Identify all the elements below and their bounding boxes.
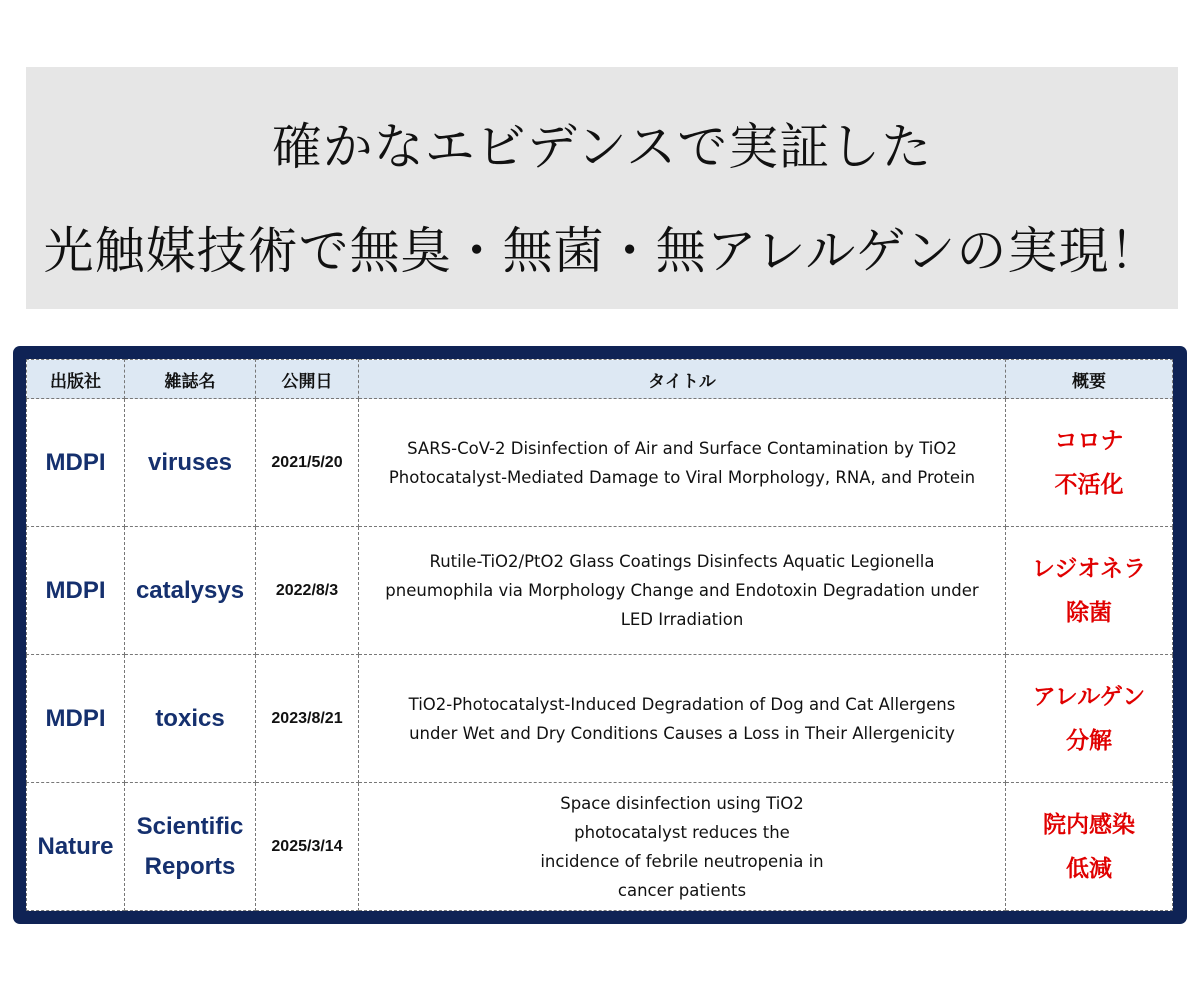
title-line: Space disinfection using TiO2 [560,793,804,813]
summary-cell [1006,399,1173,527]
date-cell: 2023/8/21 [256,655,359,783]
journal-line: Scientific [136,812,244,840]
summary-line: 分解 [1066,727,1112,754]
header-date: 公開日 [256,360,359,399]
title-line: under Wet and Dry Conditions Causes a Loss in Their Allergenicity [409,723,955,743]
header-title: タイトル [359,360,1006,399]
header-summary: 概要 [1006,360,1173,399]
journal-cell [125,783,256,911]
title-line: Photocatalyst-Mediated Damage to Viral Morphology, RNA, and Protein [388,467,976,487]
header-journal: 雑誌名 [125,360,256,399]
summary-line: アレルゲン [1032,683,1146,710]
headline-line-1: 確かなエビデンスで実証した [271,118,933,176]
summary-line: 除菌 [1066,599,1112,626]
title-line: TiO2-Photocatalyst-Induced Degradation of Dog and Cat Allergens [408,694,956,714]
table-row [27,527,1173,655]
publisher-cell: Nature [27,783,125,911]
title-cell [359,399,1006,527]
title-line: LED Irradiation [620,610,744,629]
date-cell: 2022/8/3 [256,527,359,655]
date-cell: 2021/5/20 [256,399,359,527]
title-line: SARS-CoV-2 Disinfection of Air and Surface Contamination by TiO2 [407,438,957,458]
title-cell [359,783,1006,911]
journal-line: toxics [155,704,225,732]
title-line: incidence of febrile neutropenia in [540,851,824,871]
title-line: photocatalyst reduces the [574,822,790,842]
journal-line: viruses [147,448,233,476]
summary-line: 低減 [1066,855,1112,882]
summary-line: 院内感染 [1043,811,1135,838]
summary-cell [1006,783,1173,911]
journal-line: catalysys [135,576,245,604]
journal-line: Reports [144,852,236,880]
table-row [27,399,1173,527]
journal-cell [125,399,256,527]
publisher-cell: MDPI [27,399,125,527]
headline-line-2: 光触媒技術で無臭・無菌・無アレルゲンの実現！ [43,222,1161,280]
summary-cell [1006,527,1173,655]
table-row [27,783,1173,911]
title-line: cancer patients [617,880,747,900]
date-cell: 2025/3/14 [256,783,359,911]
summary-line: 不活化 [1054,471,1124,498]
journal-cell [125,527,256,655]
table-header-row [27,360,1173,399]
title-cell [359,527,1006,655]
papers-table [26,359,1173,911]
header-publisher: 出版社 [27,360,125,399]
publisher-cell: MDPI [27,527,125,655]
headline-banner [26,67,1178,309]
title-line: Rutile-TiO2/PtO2 Glass Coatings Disinfects Aquatic Legionella [429,552,935,571]
publisher-cell: MDPI [27,655,125,783]
table-row [27,655,1173,783]
title-cell [359,655,1006,783]
journal-cell [125,655,256,783]
summary-line: コロナ [1054,427,1124,454]
summary-cell [1006,655,1173,783]
summary-line: レジオネラ [1031,555,1147,582]
title-line: pneumophila via Morphology Change and Endotoxin Degradation under [385,581,979,600]
